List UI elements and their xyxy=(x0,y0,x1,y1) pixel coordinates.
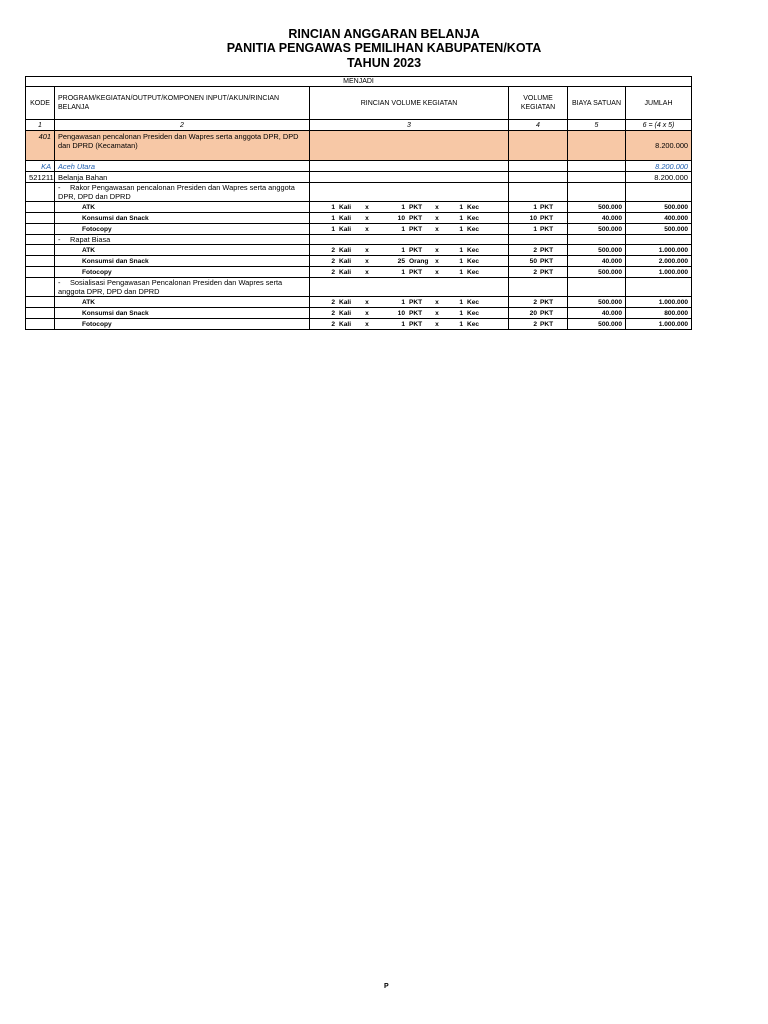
rincian-x2: x xyxy=(435,246,439,254)
program-volume xyxy=(509,131,568,161)
item-name: Fotocopy xyxy=(55,224,310,235)
item-kode xyxy=(26,297,55,308)
item-kode xyxy=(26,267,55,278)
rincian-q3: 1 xyxy=(459,309,463,317)
activity-kode xyxy=(26,278,55,297)
col-number-2: 2 xyxy=(55,120,310,131)
activity-uraian xyxy=(55,278,310,297)
header-program: PROGRAM/KEGIATAN/OUTPUT/KOMPONEN INPUT/AKUN/RINCIAN BELANJA xyxy=(55,87,310,120)
activity-kode xyxy=(26,235,55,245)
akun-jumlah: 8.200.000 xyxy=(626,172,692,183)
activity-uraian xyxy=(55,235,310,245)
rincian-q1: 1 xyxy=(331,203,335,211)
activity-jumlah xyxy=(626,235,692,245)
rincian-u3: Kec xyxy=(467,268,480,276)
volume-unit: PKT xyxy=(540,246,554,254)
rincian-u3: Kec xyxy=(467,320,480,328)
rincian-x1: x xyxy=(365,214,369,222)
item-biaya-satuan: 500.000 xyxy=(568,224,626,235)
rincian-u2: PKT xyxy=(409,214,423,222)
line-item-row xyxy=(26,245,692,256)
rincian-x1: x xyxy=(365,309,369,317)
line-item-row xyxy=(26,308,692,319)
rincian-q2: 1 xyxy=(401,320,405,328)
rincian-u1: Kali xyxy=(339,309,352,317)
rincian-volume-group xyxy=(313,298,505,307)
item-rincian-volume xyxy=(310,245,509,256)
rincian-q1: 2 xyxy=(331,268,335,276)
item-jumlah: 400.000 xyxy=(626,213,692,224)
akun-uraian: Belanja Bahan xyxy=(55,172,310,183)
rincian-volume-group xyxy=(313,309,505,318)
rincian-u1: Kali xyxy=(339,214,352,222)
rincian-q3: 1 xyxy=(459,320,463,328)
volume-number: 10 xyxy=(529,214,537,222)
activity-biaya xyxy=(568,183,626,202)
item-name: Konsumsi dan Snack xyxy=(55,213,310,224)
rincian-q1: 1 xyxy=(331,214,335,222)
rincian-x2: x xyxy=(435,309,439,317)
item-jumlah: 1.000.000 xyxy=(626,297,692,308)
ka-row xyxy=(26,161,692,172)
volume-number: 2 xyxy=(533,246,537,254)
volume-number: 1 xyxy=(533,225,537,233)
activity-volume xyxy=(509,278,568,297)
activity-row xyxy=(26,235,692,245)
volume-number: 1 xyxy=(533,203,537,211)
item-name: Konsumsi dan Snack xyxy=(55,308,310,319)
activity-dash: - xyxy=(58,235,61,244)
item-jumlah: 1.000.000 xyxy=(626,319,692,330)
item-biaya-satuan: 500.000 xyxy=(568,319,626,330)
rincian-u2: PKT xyxy=(409,298,423,306)
volume-group xyxy=(512,298,564,307)
rincian-q1: 2 xyxy=(331,309,335,317)
activity-title: Sosialisasi Pengawasan Pencalonan Presiden dan Wapres serta anggota DPR, DPD dan DPRD xyxy=(58,278,283,296)
program-rincian xyxy=(310,131,509,161)
activity-row xyxy=(26,183,692,202)
volume-unit: PKT xyxy=(540,225,554,233)
volume-group xyxy=(512,214,564,223)
volume-number: 2 xyxy=(533,298,537,306)
rincian-u3: Kec xyxy=(467,203,480,211)
rincian-q3: 1 xyxy=(459,225,463,233)
item-biaya-satuan: 500.000 xyxy=(568,297,626,308)
item-biaya-satuan: 40.000 xyxy=(568,308,626,319)
volume-number: 2 xyxy=(533,268,537,276)
rincian-u3: Kec xyxy=(467,225,480,233)
item-kode xyxy=(26,245,55,256)
volume-group xyxy=(512,309,564,318)
activity-title: Rapat Biasa xyxy=(70,235,111,244)
rincian-u2: PKT xyxy=(409,203,423,211)
ka-kode: KA xyxy=(26,161,55,172)
line-item-row xyxy=(26,224,692,235)
rincian-volume-group xyxy=(313,246,505,255)
budget-sheet xyxy=(25,76,691,330)
line-item-row xyxy=(26,297,692,308)
volume-group xyxy=(512,320,564,329)
volume-group xyxy=(512,268,564,277)
rincian-x2: x xyxy=(435,268,439,276)
program-biaya xyxy=(568,131,626,161)
rincian-u2: PKT xyxy=(409,246,423,254)
item-rincian-volume xyxy=(310,308,509,319)
rincian-q2: 1 xyxy=(401,268,405,276)
rincian-u1: Kali xyxy=(339,298,352,306)
activity-biaya xyxy=(568,278,626,297)
item-kode xyxy=(26,224,55,235)
rincian-u3: Kec xyxy=(467,298,480,306)
item-name: ATK xyxy=(55,202,310,213)
header-volume: VOLUME KEGIATAN xyxy=(509,87,568,120)
activity-dash: - xyxy=(58,278,61,287)
rincian-x1: x xyxy=(365,320,369,328)
col-number-1: 1 xyxy=(26,120,55,131)
line-item-row xyxy=(26,256,692,267)
volume-group xyxy=(512,257,564,266)
akun-biaya xyxy=(568,172,626,183)
volume-group xyxy=(512,225,564,234)
program-row xyxy=(26,131,692,161)
rincian-q2: 10 xyxy=(397,214,405,222)
item-biaya-satuan: 500.000 xyxy=(568,267,626,278)
item-jumlah: 1.000.000 xyxy=(626,267,692,278)
rincian-x1: x xyxy=(365,298,369,306)
ka-biaya xyxy=(568,161,626,172)
document-year: TAHUN 2023 xyxy=(346,56,422,70)
rincian-x2: x xyxy=(435,214,439,222)
rincian-u3: Kec xyxy=(467,214,480,222)
item-kode xyxy=(26,308,55,319)
line-item-row xyxy=(26,213,692,224)
rincian-x2: x xyxy=(435,320,439,328)
item-biaya-satuan: 40.000 xyxy=(568,213,626,224)
header-biaya: BIAYA SATUAN xyxy=(568,87,626,120)
menjadi-row xyxy=(26,77,692,87)
activity-rincian xyxy=(310,183,509,202)
item-volume xyxy=(509,256,568,267)
line-item-row xyxy=(26,267,692,278)
item-name: Konsumsi dan Snack xyxy=(55,256,310,267)
item-kode xyxy=(26,202,55,213)
column-number-row xyxy=(26,120,692,131)
item-name: Fotocopy xyxy=(55,267,310,278)
activity-kode xyxy=(26,183,55,202)
header-row xyxy=(26,87,692,120)
rincian-x2: x xyxy=(435,298,439,306)
document-subtitle: PANITIA PENGAWAS PEMILIHAN KABUPATEN/KOTA xyxy=(226,41,542,55)
rincian-x1: x xyxy=(365,225,369,233)
item-volume xyxy=(509,202,568,213)
rincian-q3: 1 xyxy=(459,214,463,222)
header-rincian: RINCIAN VOLUME KEGIATAN xyxy=(310,87,509,120)
rincian-u2: PKT xyxy=(409,309,423,317)
program-jumlah: 8.200.000 xyxy=(626,131,692,161)
item-jumlah: 500.000 xyxy=(626,224,692,235)
rincian-u3: Kec xyxy=(467,309,480,317)
line-item-row xyxy=(26,202,692,213)
item-biaya-satuan: 40.000 xyxy=(568,256,626,267)
rincian-x1: x xyxy=(365,203,369,211)
item-kode xyxy=(26,319,55,330)
rincian-q1: 2 xyxy=(331,298,335,306)
rincian-u1: Kali xyxy=(339,320,352,328)
volume-group xyxy=(512,203,564,212)
volume-unit: PKT xyxy=(540,320,554,328)
item-biaya-satuan: 500.000 xyxy=(568,202,626,213)
volume-unit: PKT xyxy=(540,298,554,306)
header-jumlah: JUMLAH xyxy=(626,87,692,120)
rincian-q3: 1 xyxy=(459,298,463,306)
rincian-volume-group xyxy=(313,268,505,277)
rincian-q2: 1 xyxy=(401,203,405,211)
item-rincian-volume xyxy=(310,297,509,308)
item-name: ATK xyxy=(55,245,310,256)
rincian-q2: 1 xyxy=(401,225,405,233)
rincian-x2: x xyxy=(435,225,439,233)
activity-jumlah xyxy=(626,183,692,202)
rincian-q1: 2 xyxy=(331,320,335,328)
activity-rincian xyxy=(310,235,509,245)
rincian-q2: 1 xyxy=(401,298,405,306)
rincian-u2: PKT xyxy=(409,320,423,328)
volume-group xyxy=(512,246,564,255)
rincian-u1: Kali xyxy=(339,203,352,211)
ka-uraian: Aceh Utara xyxy=(55,161,310,172)
rincian-x1: x xyxy=(365,246,369,254)
item-name: Fotocopy xyxy=(55,319,310,330)
rincian-x1: x xyxy=(365,257,369,265)
rincian-u1: Kali xyxy=(339,225,352,233)
item-kode xyxy=(26,213,55,224)
page-footer-mark: P xyxy=(384,983,389,990)
activity-biaya xyxy=(568,235,626,245)
rincian-x1: x xyxy=(365,268,369,276)
item-volume xyxy=(509,267,568,278)
rincian-u2: PKT xyxy=(409,225,423,233)
rincian-q1: 2 xyxy=(331,246,335,254)
item-volume xyxy=(509,308,568,319)
item-rincian-volume xyxy=(310,267,509,278)
activity-jumlah xyxy=(626,278,692,297)
volume-number: 2 xyxy=(533,320,537,328)
item-volume xyxy=(509,319,568,330)
rincian-u1: Kali xyxy=(339,246,352,254)
program-uraian: Pengawasan pencalonan Presiden dan Wapres serta anggota DPR, DPD dan DPRD (Kecamatan) xyxy=(55,131,310,161)
item-rincian-volume xyxy=(310,202,509,213)
rincian-u2: Orang xyxy=(409,257,429,265)
item-volume xyxy=(509,224,568,235)
rincian-q2: 1 xyxy=(401,246,405,254)
item-volume xyxy=(509,245,568,256)
volume-unit: PKT xyxy=(540,257,554,265)
rincian-q1: 2 xyxy=(331,257,335,265)
item-jumlah: 800.000 xyxy=(626,308,692,319)
item-rincian-volume xyxy=(310,224,509,235)
rincian-q2: 25 xyxy=(397,257,405,265)
akun-volume xyxy=(509,172,568,183)
item-rincian-volume xyxy=(310,213,509,224)
activity-title: Rakor Pengawasan pencalonan Presiden dan Wapres serta anggota DPR, DPD dan DPRD xyxy=(58,183,295,201)
volume-unit: PKT xyxy=(540,203,554,211)
item-volume xyxy=(509,297,568,308)
budget-table xyxy=(25,76,692,330)
col-number-5: 5 xyxy=(568,120,626,131)
col-number-3: 3 xyxy=(310,120,509,131)
akun-kode: 521211 xyxy=(26,172,55,183)
rincian-x2: x xyxy=(435,257,439,265)
rincian-q1: 1 xyxy=(331,225,335,233)
col-number-4: 4 xyxy=(509,120,568,131)
rincian-u3: Kec xyxy=(467,257,480,265)
volume-unit: PKT xyxy=(540,214,554,222)
rincian-volume-group xyxy=(313,320,505,329)
activity-rincian xyxy=(310,278,509,297)
volume-number: 20 xyxy=(529,309,537,317)
rincian-q3: 1 xyxy=(459,268,463,276)
akun-row xyxy=(26,172,692,183)
rincian-x2: x xyxy=(435,203,439,211)
item-kode xyxy=(26,256,55,267)
volume-unit: PKT xyxy=(540,309,554,317)
item-jumlah: 1.000.000 xyxy=(626,245,692,256)
item-name: ATK xyxy=(55,297,310,308)
rincian-q2: 10 xyxy=(397,309,405,317)
header-kode: KODE xyxy=(26,87,55,120)
program-kode: 401 xyxy=(26,131,55,161)
rincian-volume-group xyxy=(313,257,505,266)
rincian-volume-group xyxy=(313,225,505,234)
item-rincian-volume xyxy=(310,319,509,330)
rincian-u1: Kali xyxy=(339,268,352,276)
activity-volume xyxy=(509,183,568,202)
ka-rincian xyxy=(310,161,509,172)
rincian-volume-group xyxy=(313,203,505,212)
ka-volume xyxy=(509,161,568,172)
ka-jumlah: 8.200.000 xyxy=(626,161,692,172)
rincian-q3: 1 xyxy=(459,246,463,254)
activity-dash: - xyxy=(58,183,61,192)
item-biaya-satuan: 500.000 xyxy=(568,245,626,256)
rincian-u2: PKT xyxy=(409,268,423,276)
rincian-u1: Kali xyxy=(339,257,352,265)
volume-number: 50 xyxy=(529,257,537,265)
rincian-q3: 1 xyxy=(459,203,463,211)
akun-rincian xyxy=(310,172,509,183)
item-jumlah: 500.000 xyxy=(626,202,692,213)
activity-uraian xyxy=(55,183,310,202)
rincian-q3: 1 xyxy=(459,257,463,265)
activity-volume xyxy=(509,235,568,245)
menjadi-label: MENJADI xyxy=(26,77,692,87)
line-item-row xyxy=(26,319,692,330)
volume-unit: PKT xyxy=(540,268,554,276)
rincian-u3: Kec xyxy=(467,246,480,254)
rincian-volume-group xyxy=(313,214,505,223)
document-title: RINCIAN ANGGARAN BELANJA xyxy=(288,27,480,41)
item-rincian-volume xyxy=(310,256,509,267)
activity-row xyxy=(26,278,692,297)
item-jumlah: 2.000.000 xyxy=(626,256,692,267)
col-number-6: 6 = (4 x 5) xyxy=(626,120,692,131)
item-volume xyxy=(509,213,568,224)
